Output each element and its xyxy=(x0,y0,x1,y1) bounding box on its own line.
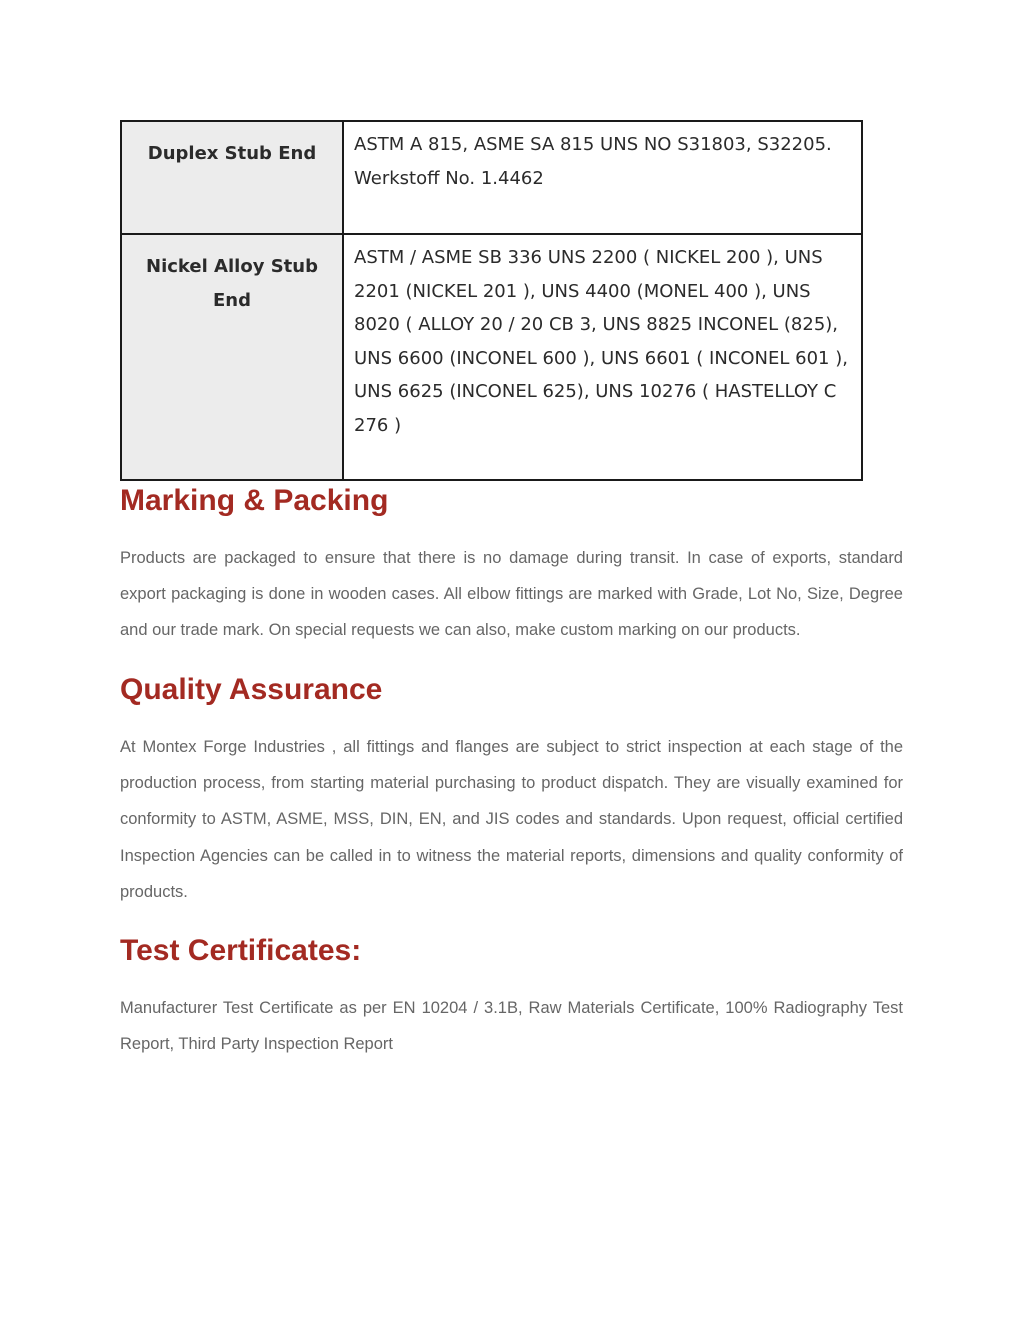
row-value-cell xyxy=(343,234,862,480)
test-certificates-heading: Test Certificates: xyxy=(120,934,362,967)
table-row xyxy=(121,234,862,480)
quality-assurance-heading: Quality Assurance xyxy=(120,673,383,706)
row-label: Nickel Alloy Stub End xyxy=(146,256,318,311)
row-label: Duplex Stub End xyxy=(147,143,317,164)
row-value: ASTM / ASME SB 336 UNS 2200 ( NICKEL 200 ), UNS 2201 (NICKEL 201 ), UNS 4400 (MONEL 400 ), UNS 8020 ( ALLOY 20 / 20 CB 3, UNS 8825 INCONEL (825), UNS 6600 (INCONEL 600 ), UNS 6601 ( INCONEL 601 ), UNS 6625 (INCONEL 625), UNS 10276 ( HASTELLOY C 276 ) xyxy=(354,247,848,436)
table-row xyxy=(121,121,862,234)
marking-packing-heading: Marking & Packing xyxy=(120,484,389,517)
row-label-cell xyxy=(121,234,343,480)
row-value-cell xyxy=(343,121,862,234)
row-label-cell xyxy=(121,121,343,234)
specification-table xyxy=(120,120,863,481)
test-certificates-body: Manufacturer Test Certificate as per EN 10204 / 3.1B, Raw Materials Certificate, 100% Radiography Test Report, Third Party Inspection Report xyxy=(120,999,903,1054)
row-value: ASTM A 815, ASME SA 815 UNS NO S31803, S32205. Werkstoff No. 1.4462 xyxy=(354,134,832,189)
marking-packing-body: Products are packaged to ensure that there is no damage during transit. In case of exports, standard export packaging is done in wooden cases. All elbow fittings are marked with Grade, Lot No, Size, Degree and our trade mark. On special requests we can also, make custom marking on our products. xyxy=(120,549,903,640)
quality-assurance-body: At Montex Forge Industries , all fittings and flanges are subject to strict inspection at each stage of the production process, from starting material purchasing to product dispatch. They are visually examined for conformity to ASTM, ASME, MSS, DIN, EN, and JIS codes and standards. Upon request, official certified Inspection Agencies can be called in to witness the material reports, dimensions and quality conformity of products. xyxy=(120,738,903,901)
